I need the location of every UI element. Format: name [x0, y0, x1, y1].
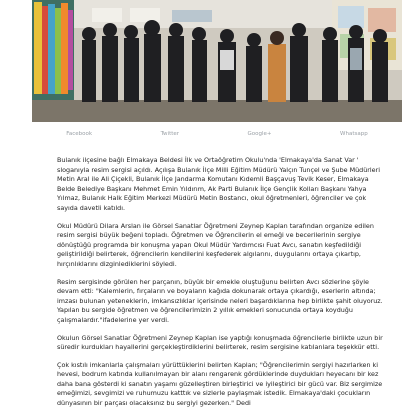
- twitter-share-link[interactable]: Twitter: [160, 131, 180, 137]
- article-paragraph: Bulanık ilçesine bağlı Elmakaya Beldesi İlk ve Ortaöğretim Okulu'nda 'Elmakaya'da Sanat Var ' sloganıyla resim sergisi açıldı. Açılışa Bulanık İlçe Milli Eğitim Müdürü Yalçın Tunçel ve Şube Müdürleri Metin Aral ile Ali Çiçekli, Bulanık İlçe Jandarma Komutanı Kıdemli Başçavuş Tevik Keser, Elmakaya Belde Belediye Başkanı Mehmet Emin Yıldırım, Ak Parti Bulanık İlçe Gençlik Kolları Başkanı Yahya Yılmaz, Bulanık Halk Eğitim Merkezi Müdürü Metin Bostancı, okul öğretmenleri, öğrenciler ve çok sayıda davetli katıldı.: [57, 156, 381, 212]
- google-plus-share-link[interactable]: Google+: [247, 131, 272, 137]
- whatsapp-share-link[interactable]: Whatsapp: [340, 131, 368, 137]
- article-paragraph: Resim sergisinde görülen her parçanın, büyük bir emekle oluştuğunu belirten Avcı sözlerine şöyle devam etti: "Kalemlerin, fırçaların ve boyaların kağıda dokunarak ortaya çıkardığı, eserlerin altında; imzası bulunan yeteneklerin, imkansızlıklar içerisinde neleri başardıklarına hep birlikte şahit oluyoruz. Yapılan bu sergide öğretmen ve öğrencilerimizin 2 yıllık emekleri sonucunda ortaya koyduğu çalışmalardır."ifadelerine yer verdi.: [57, 277, 383, 324]
- share-bar: [32, 125, 402, 143]
- facebook-share-link[interactable]: Facebook: [66, 131, 93, 137]
- article-paragraph: Okul Müdürü Dilara Arslan ile Görsel Sanatlar Öğretmeni Zeynep Kaplan tarafından organize edilen resim sergisi büyük beğeni topladı. Öğretmen ve Öğrencilerin el emeği ve becerilerinin sergiye dönüştüğü programda bir konuşma yapan Okul Müdür Yardımcısı Fuat Avcı, sanatın keşfedildiği geliştirildiği belirterek, öğrencilerin kendilerini keşfederek algılarını, duygularını ortaya çıkartıp, hırçınlıklarını dizginlediklerini söyledi.: [57, 221, 374, 268]
- article-body: [57, 156, 387, 417]
- article-paragraph: Okulun Görsel Sanatlar Öğretmeni Zeynep Kaplan ise yaptığı konuşmada öğrencilerle birlikte uzun bir süredir kurdukları hayallerini gerçekleştirdiklerini belirterek, resim sergisine katılanlara teşekkür etti.: [57, 333, 383, 352]
- article-paragraph: Çok kıstılı imkanlarla çalışmaları yürüttüklerini belirten Kaplan; "Öğrencilerimin sergiyi hazırlarken ki hevesi, bodrum katında kullanılmayan bir alanı rengarenk gördüklerinde duydukları heyecanı bir kez daha bana gösterdi ki sanatın yaşamı güzelleştiren birleştirici ve iyileştirici bir gücü var. Biz sergimize emeğimizi, sevgimizi ve ruhumuzu katttık ve sizlerle paylaşmak istedik. Elmakaya'daki çocukların dünyasının bir parçası olacaksınız bu sergiyi gezerken." Dedi: [57, 360, 383, 408]
- article-photo: [32, 0, 402, 122]
